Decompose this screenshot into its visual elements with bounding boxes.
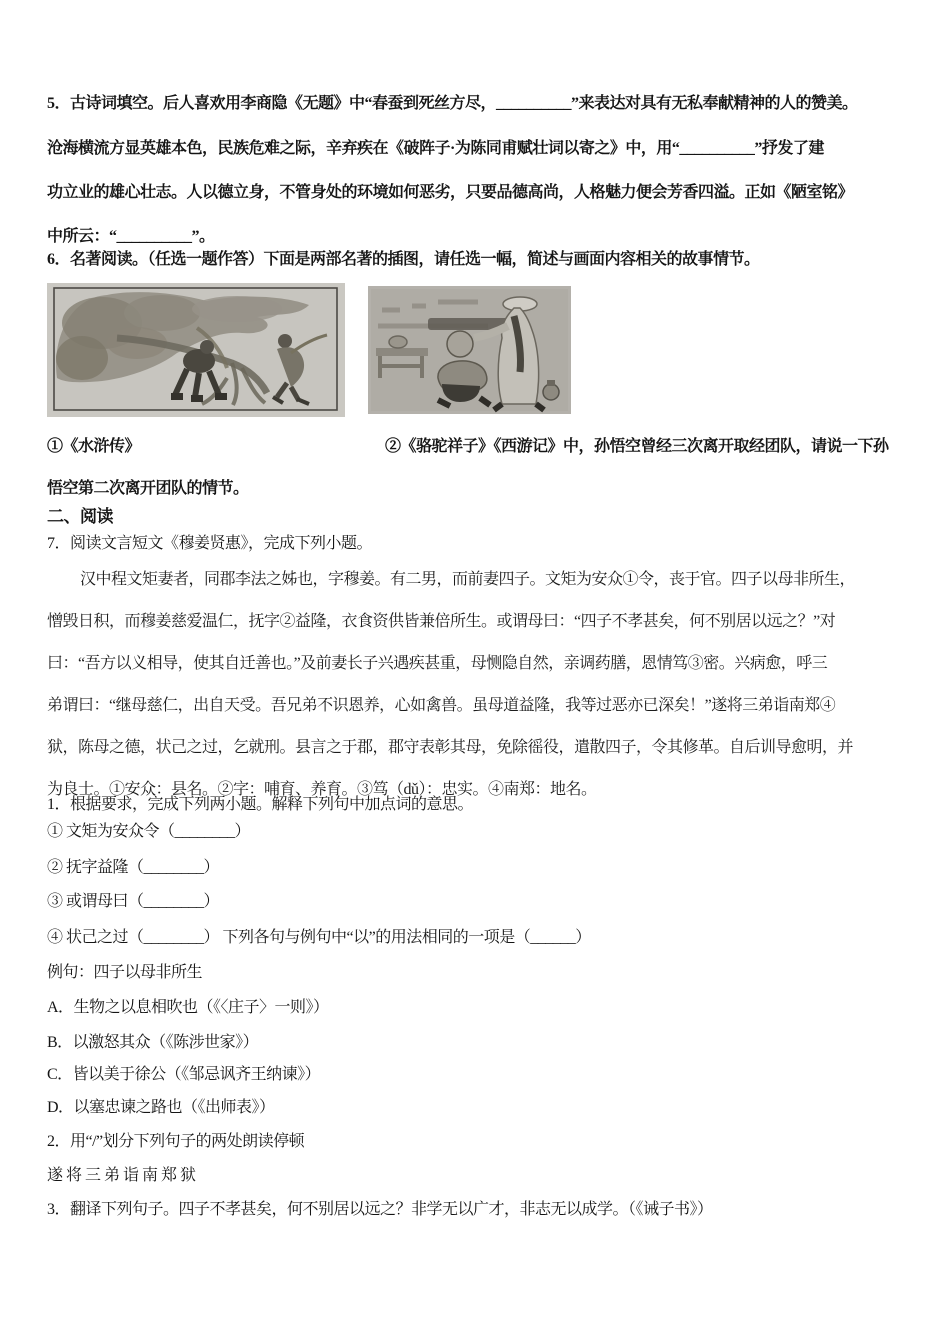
q5-line-2: 沧海横流方显英雄本色，民族危难之际，辛弃疾在《破阵子·为陈同甫赋壮词以寄之》中，用“__________”抒发了建 [47, 140, 824, 157]
sub1-prompt: 1．根据要求，完成下列两小题。解释下列句中加点词的意思。 [47, 796, 474, 813]
passage-line-5: 狱，陈母之德，状己之过，乞就刑。县言之于郡，郡守表彰其母，免除徭役，遣散四子，令其修革。自后训导愈明，并 [47, 739, 854, 756]
passage-line-3: 曰：“吾方以义相导，使其自迁善也。”及前妻长子兴遇疾甚重，母恻隐自然，亲调药膳，恩情笃③密。兴病愈，呼三 [47, 655, 828, 672]
option-b: B．以激怒其众（《陈涉世家》） [47, 1034, 259, 1051]
q7-intro: 7．阅读文言短文《穆姜贤惠》，完成下列小题。 [47, 535, 373, 552]
q5-line-3: 功立业的雄心壮志。人以德立身，不管身处的环境如何恶劣，只要品德高尚，人格魅力便会芳香四溢。正如《陋室铭》 [47, 184, 854, 201]
passage-line-2: 憎毁日积，而穆姜慈爱温仁，抚字②益隆，衣食资供皆兼倍所生。或谓母曰：“四子不孝甚矣，何不别居以远之？”对 [47, 613, 836, 630]
sub2-prompt: 2．用“/”划分下列句子的两处朗读停顿 [47, 1133, 305, 1150]
q6-intro: 6．名著阅读。（任选一题作答）下面是两部名著的插图，请任选一幅，简述与画面内容相关的故事情节。 [47, 251, 760, 268]
option-a: A．生物之以息相吹也（《〈庄子〉一则》） [47, 999, 329, 1016]
passage-line-1: 汉中程文矩妻者，同郡李法之姊也，字穆姜。有二男，而前妻四子。文矩为安众①令，丧于官。四子以母非所生， [80, 571, 856, 588]
caption-continuation: 悟空第二次离开团队的情节。 [47, 480, 249, 497]
option-d: D．以塞忠谏之路也（《出师表》） [47, 1099, 275, 1116]
sub2-sentence: 遂 将 三 弟 诣 南 郑 狱 [47, 1167, 196, 1184]
q5-line-1: 5．古诗词填空。后人喜欢用李商隐《无题》中“春蚕到死丝方尽，__________”来表达对具有无私奉献精神的人的赞美。 [47, 95, 858, 112]
caption-shuihuzhuan: ①《水浒传》 [47, 438, 141, 455]
sub1-example: 例句：四子以母非所生 [47, 964, 203, 981]
q5-line-4: 中所云：“__________”。 [47, 228, 215, 245]
sub1-item-1: ① 文矩为安众令（________） [47, 823, 251, 840]
passage-notes: 为良士。①安众：县名。②字：哺育、养育。③笃（dǔ）：忠实。④南郑：地名。 [47, 781, 597, 798]
sub3-prompt: 3．翻译下列句子。四子不孝甚矣，何不别居以远之？非学无以广才，非志无以成学。（《诫子书》） [47, 1201, 713, 1218]
sub1-item-3: ③ 或谓母曰（________） [47, 893, 220, 910]
passage-line-4: 弟谓曰：“继母慈仁，出自天受。吾兄弟不识恩养，心如禽兽。虽母道益隆，我等过恶亦已深矣！”遂将三弟诣南郑④ [47, 697, 836, 714]
option-c: C．皆以美于徐公（《邹忌讽齐王纳谏》） [47, 1066, 321, 1083]
sub1-item-4: ④ 状己之过（________） 下列各句与例句中“以”的用法相同的一项是（______） [47, 929, 591, 946]
caption-luotuoxiangzi: ②《骆驼祥子》《西游记》中，孙悟空曾经三次离开取经团队，请说一下孙 [385, 438, 889, 455]
section-2-heading: 二、阅读 [47, 507, 113, 526]
sub1-item-2: ② 抚字益隆（________） [47, 859, 220, 876]
luotuoxiangzi-illustration [368, 286, 571, 414]
shuihuzhuan-illustration [47, 283, 345, 417]
